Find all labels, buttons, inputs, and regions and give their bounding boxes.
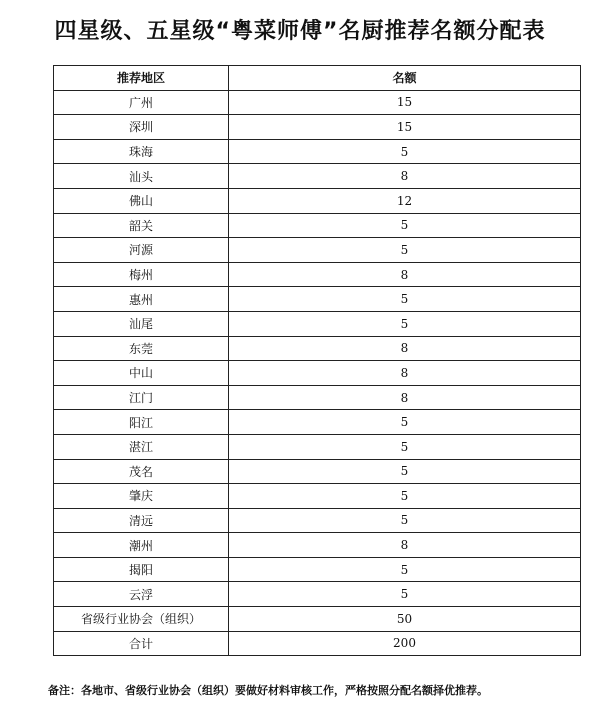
region-cell: 珠海 <box>54 139 229 164</box>
footnote: 备注：各地市、省级行业协会（组织）要做好材料审核工作，严格按照分配名额择优推荐。 <box>48 684 488 697</box>
header-quota: 名额 <box>229 66 581 91</box>
table-body <box>54 90 581 656</box>
table-row <box>54 533 581 558</box>
quota-cell: 5 <box>229 410 581 435</box>
region-cell: 汕头 <box>54 164 229 189</box>
table-row <box>54 287 581 312</box>
table-row <box>54 164 581 189</box>
region-cell: 东莞 <box>54 336 229 361</box>
quota-cell: 5 <box>229 484 581 509</box>
table-row <box>54 582 581 607</box>
table-row <box>54 361 581 386</box>
table-header-row <box>54 66 581 91</box>
region-cell: 江门 <box>54 385 229 410</box>
table-row <box>54 607 581 632</box>
table-row <box>54 557 581 582</box>
quota-cell: 8 <box>229 336 581 361</box>
table-row <box>54 336 581 361</box>
quota-cell: 15 <box>229 115 581 140</box>
region-cell: 河源 <box>54 238 229 263</box>
region-cell: 韶关 <box>54 213 229 238</box>
quota-cell: 5 <box>229 434 581 459</box>
region-cell: 合计 <box>54 631 229 656</box>
document-title: 四星级、五星级“粤菜师傅”名厨推荐名额分配表 <box>54 19 546 44</box>
quota-cell: 5 <box>229 508 581 533</box>
region-cell: 汕尾 <box>54 311 229 336</box>
region-cell: 深圳 <box>54 115 229 140</box>
region-cell: 惠州 <box>54 287 229 312</box>
region-cell: 广州 <box>54 90 229 115</box>
region-cell: 中山 <box>54 361 229 386</box>
region-cell: 茂名 <box>54 459 229 484</box>
table-row <box>54 434 581 459</box>
quota-cell: 50 <box>229 607 581 632</box>
quota-cell: 200 <box>229 631 581 656</box>
table-row <box>54 631 581 656</box>
table-row <box>54 484 581 509</box>
region-cell: 省级行业协会（组织） <box>54 607 229 632</box>
table-row <box>54 238 581 263</box>
quota-cell: 5 <box>229 287 581 312</box>
region-cell: 湛江 <box>54 434 229 459</box>
region-cell: 肇庆 <box>54 484 229 509</box>
region-cell: 清远 <box>54 508 229 533</box>
table-row <box>54 459 581 484</box>
region-cell: 阳江 <box>54 410 229 435</box>
quota-cell: 5 <box>229 582 581 607</box>
quota-cell: 12 <box>229 188 581 213</box>
region-cell: 潮州 <box>54 533 229 558</box>
table-row <box>54 213 581 238</box>
quota-cell: 5 <box>229 557 581 582</box>
table-row <box>54 188 581 213</box>
quota-cell: 15 <box>229 90 581 115</box>
quota-allocation-table <box>53 65 581 656</box>
quota-cell: 8 <box>229 533 581 558</box>
table-row <box>54 508 581 533</box>
table-row <box>54 385 581 410</box>
quota-cell: 5 <box>229 459 581 484</box>
quota-cell: 8 <box>229 385 581 410</box>
region-cell: 揭阳 <box>54 557 229 582</box>
table-row <box>54 139 581 164</box>
quota-cell: 8 <box>229 262 581 287</box>
region-cell: 云浮 <box>54 582 229 607</box>
quota-cell: 5 <box>229 139 581 164</box>
quota-cell: 8 <box>229 164 581 189</box>
table-row <box>54 311 581 336</box>
quota-cell: 8 <box>229 361 581 386</box>
table-row <box>54 90 581 115</box>
table-row <box>54 262 581 287</box>
region-cell: 梅州 <box>54 262 229 287</box>
table-row <box>54 410 581 435</box>
table-row <box>54 115 581 140</box>
region-cell: 佛山 <box>54 188 229 213</box>
quota-cell: 5 <box>229 311 581 336</box>
quota-cell: 5 <box>229 238 581 263</box>
header-region: 推荐地区 <box>54 66 229 91</box>
quota-cell: 5 <box>229 213 581 238</box>
